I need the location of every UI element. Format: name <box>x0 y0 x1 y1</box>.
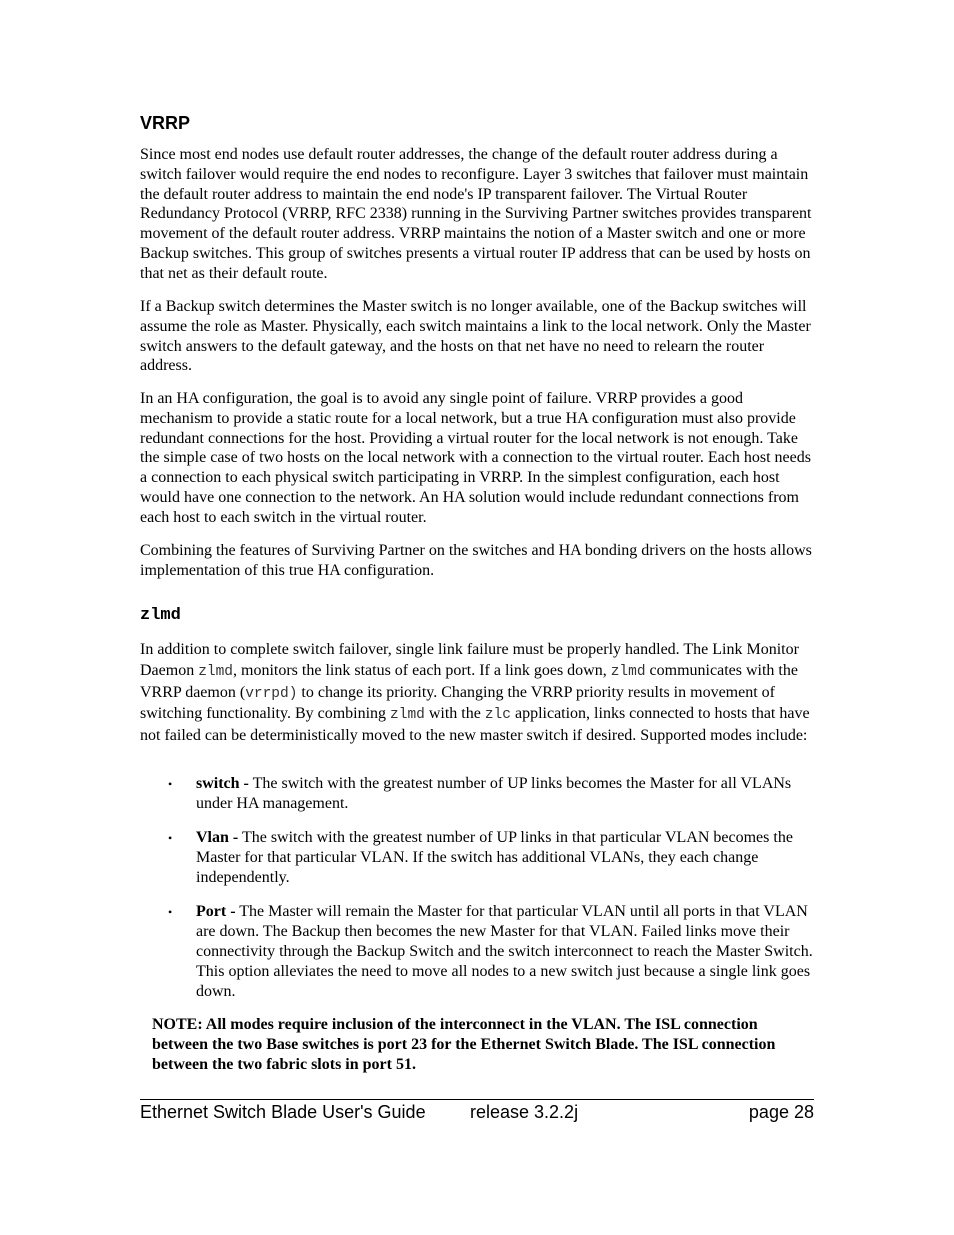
zlmd-intro-text: communicates with the VRRP daemon ( <box>140 661 798 701</box>
zlmd-intro-text: to change its priority. Changing the VRRP priority results in movement of switching functionality. By combining <box>140 683 775 723</box>
mode-name: Vlan - <box>196 829 239 846</box>
list-item <box>140 828 816 888</box>
list-item <box>140 902 816 1002</box>
mode-description: The switch with the greatest number of UP links in that particular VLAN becomes the Master for that particular VLAN. If the switch has additional VLANs, they each change independently. <box>196 829 793 886</box>
zlmd-intro-text: with the <box>424 705 485 723</box>
note-paragraph: NOTE: All modes require inclusion of the interconnect in the VLAN. The ISL connection between the two Base switches is port 23 for the Ethernet Switch Blade. The ISL connection between the two fabric slots in port 51. <box>152 1016 776 1073</box>
section-heading-vrrp: VRRP <box>140 113 191 133</box>
mode-description: The switch with the greatest number of UP links becomes the Master for all VLANs under HA management. <box>196 775 792 812</box>
code-zlmd: zlmd <box>198 663 234 680</box>
mode-description: The Master will remain the Master for that particular VLAN until all ports in that VLAN are down. The Backup then becomes the new Master for that VLAN. Failed links move their connectivity through the Backup Switch and the switch interconnect to reach the Master Switch. This option alleviates the need to move all nodes to a new switch just because a single link goes down. <box>196 903 813 1000</box>
bullet-icon: • <box>168 831 173 845</box>
vrrp-paragraph-2: If a Backup switch determines the Master switch is no longer available, one of the Backup switches will assume the role as Master. Physically, each switch maintains a link to the local network. Only the Master switch answers to the default gateway, and the hosts on that net have no need to relearn the router address. <box>140 298 811 375</box>
mode-name: switch - <box>196 775 249 792</box>
vrrp-paragraph-3: In an HA configuration, the goal is to avoid any single point of failure. VRRP provides a good mechanism to provide a static route for a local network, but a true HA configuration must also provide redundant connections for the host. Providing a virtual router for the local network is not enough. Take the simple case of two hosts on the local network with a connection to the virtual router. Each host needs a connection to each physical switch participating in VRRP. In the simplest configuration, each host would have one connection to the network. An HA solution would include redundant connections from each host to each switch in the virtual router. <box>140 390 811 526</box>
code-zlmd: zlmd <box>390 707 425 724</box>
vrrp-paragraph-1: Since most end nodes use default router addresses, the change of the default router address during a switch failover would require the end nodes to reconfigure. Layer 3 switches that failover must maintain the default router address to maintain the end node's IP transparent failover. The Virtual Router Redundancy Protocol (VRRP, RFC 2338) running in the Surviving Partner switches provides transparent movement of the default router address. VRRP maintains the notion of a Master switch and one or more Backup switches. This group of switches presents a virtual router IP address that can be used by hosts on that net as their default route. <box>140 146 812 282</box>
mode-name: Port - <box>196 903 236 920</box>
list-item <box>140 774 816 814</box>
bullet-icon: • <box>168 905 173 919</box>
zlmd-intro-text: application, links connected to hosts that have not failed can be deterministically moved to the new master switch if desired. Supported modes include: <box>140 705 810 745</box>
bullet-icon: • <box>168 777 173 791</box>
zlmd-intro-paragraph <box>140 640 816 747</box>
code-vrrpd: vrrpd) <box>245 685 298 702</box>
vrrp-paragraph-4: Combining the features of Surviving Partner on the switches and HA bonding drivers on the hosts allows implementation of this true HA configuration. <box>140 542 812 579</box>
footer-document-title: Ethernet Switch Blade User's Guide <box>140 1102 426 1122</box>
modes-list <box>140 774 816 1002</box>
section-heading-zlmd: zlmd <box>140 606 181 625</box>
footer-release: release 3.2.2j <box>470 1102 579 1122</box>
zlmd-intro-text: , monitors the link status of each port. If a link goes down, <box>233 661 611 679</box>
footer-page-number: page 28 <box>748 1102 814 1122</box>
code-zlmd: zlmd <box>610 663 646 680</box>
code-zlc: zlc <box>484 707 511 724</box>
zlmd-intro-text: In addition to complete switch failover, single link failure must be properly handled. The Link Monitor Daemon <box>140 641 799 679</box>
